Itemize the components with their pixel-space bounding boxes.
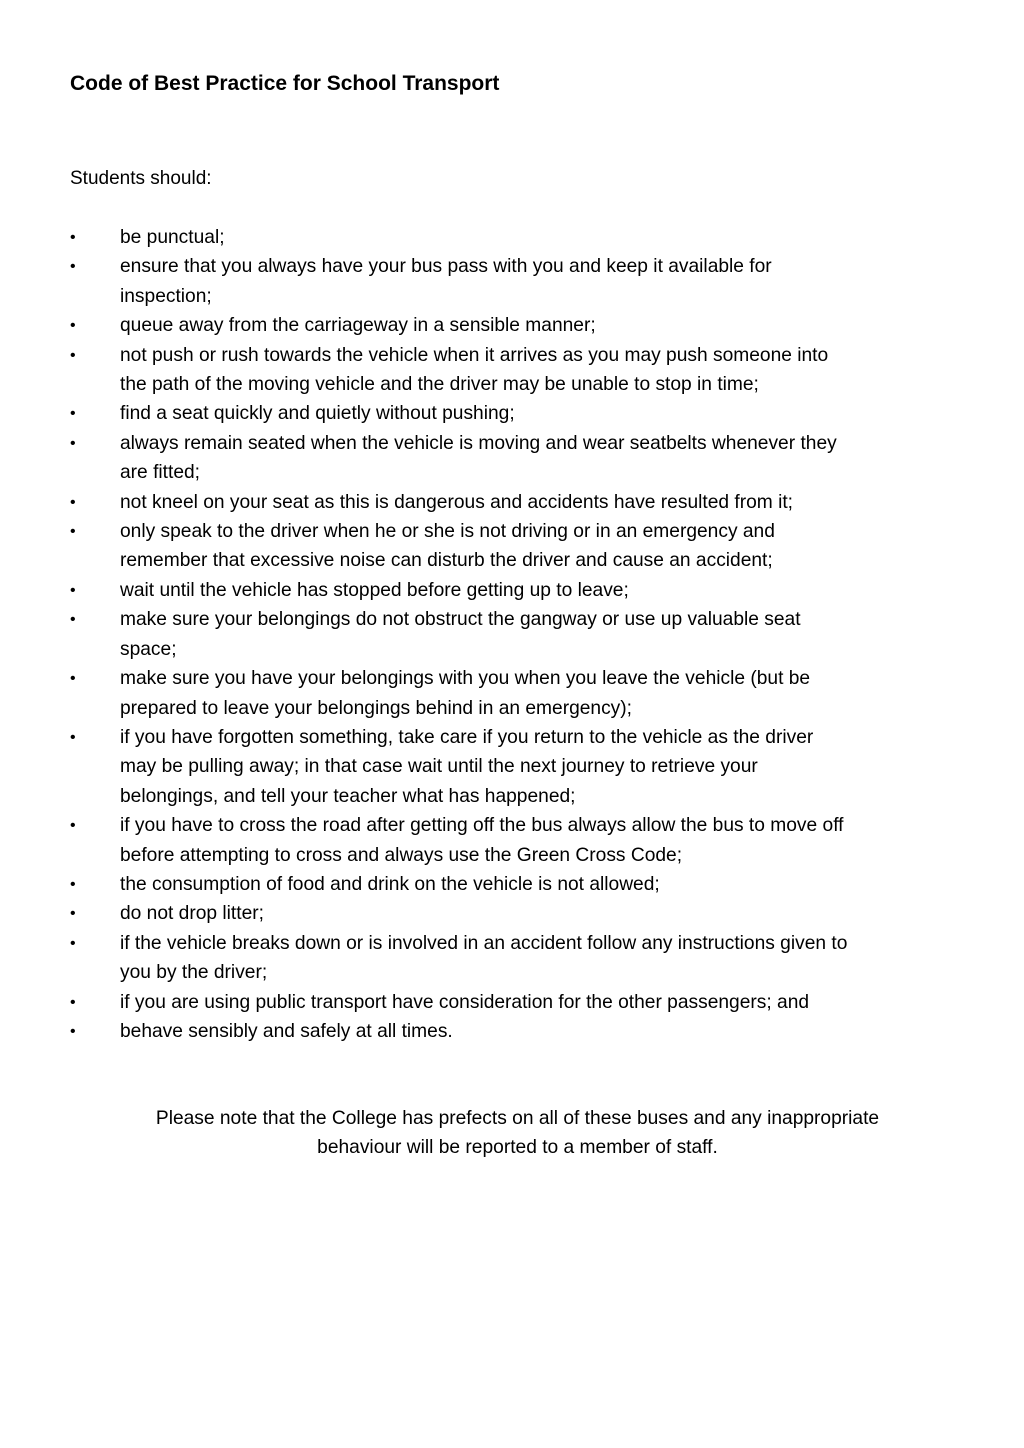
rule-text-line: before attempting to cross and always use the Green Cross Code; [120, 844, 683, 866]
bullet-icon: • [70, 611, 76, 629]
rule-text-line: belongings, and tell your teacher what has happened; [120, 785, 576, 807]
rule-list-item [70, 664, 965, 723]
rule-list-item [70, 899, 965, 928]
rule-text-line: be punctual; [120, 227, 225, 248]
bullet-icon: • [70, 905, 76, 923]
rule-list-item [70, 870, 965, 899]
rule-list-item [70, 929, 965, 988]
rule-list-item [70, 311, 965, 340]
rule-text-line: not kneel on your seat as this is dangerous and accidents have resulted from it; [120, 491, 794, 513]
rule-list-item [70, 517, 965, 576]
closing-note [70, 1104, 965, 1163]
rule-text-line: if the vehicle breaks down or is involved in an accident follow any instructions given to [120, 932, 848, 954]
bullet-icon: • [70, 405, 76, 423]
rule-list-item [70, 488, 965, 517]
rule-list-item [70, 605, 965, 664]
rule-text-line: not push or rush towards the vehicle when it arrives as you may push someone into [120, 344, 829, 366]
rule-text-line: behave sensibly and safely at all times. [120, 1020, 453, 1042]
rule-text-line: may be pulling away; in that case wait until the next journey to retrieve your [120, 756, 758, 778]
rule-text-line: if you have to cross the road after getting off the bus always allow the bus to move off [120, 815, 844, 837]
rule-text-line: inspection; [120, 285, 212, 307]
rule-list-item [70, 223, 965, 252]
bullet-icon: • [70, 493, 76, 511]
rule-text-line: do not drop litter; [120, 903, 264, 925]
rule-text-line: prepared to leave your belongings behind in an emergency); [120, 697, 633, 719]
bullet-icon: • [70, 258, 76, 276]
rules-list [70, 223, 965, 1046]
rule-text-line: ensure that you always have your bus pass with you and keep it available for [120, 256, 772, 278]
rule-text-line: if you are using public transport have consideration for the other passengers; and [120, 991, 810, 1013]
bullet-icon: • [70, 817, 76, 835]
closing-note-line: behaviour will be reported to a member of staff. [317, 1137, 718, 1159]
bullet-icon: • [70, 434, 76, 452]
bullet-icon: • [70, 728, 76, 746]
rule-list-item [70, 723, 965, 811]
bullet-icon: • [70, 993, 76, 1011]
rule-list-item [70, 811, 965, 870]
bullet-icon: • [70, 523, 76, 541]
rule-text-line: if you have forgotten something, take care if you return to the vehicle as the driver [120, 726, 814, 748]
rule-list-item [70, 1017, 965, 1046]
rule-text-line: wait until the vehicle has stopped before getting up to leave; [120, 579, 629, 601]
rule-text-line: remember that excessive noise can disturb the driver and cause an accident; [120, 550, 773, 572]
rule-list-item [70, 429, 965, 488]
rule-list-item [70, 988, 965, 1017]
rule-text-line: only speak to the driver when he or she is not driving or in an emergency and [120, 521, 775, 543]
rule-text-line: queue away from the carriageway in a sensible manner; [120, 315, 596, 337]
intro-text: Students should: [70, 168, 212, 189]
bullet-icon: • [70, 875, 76, 893]
rule-list-item [70, 341, 965, 400]
rule-text-line: the consumption of food and drink on the vehicle is not allowed; [120, 873, 660, 895]
rule-list-item [70, 399, 965, 428]
bullet-icon: • [70, 581, 76, 599]
rule-text-line: find a seat quickly and quietly without pushing; [120, 403, 515, 425]
rule-text-line: make sure your belongings do not obstruct the gangway or use up valuable seat [120, 609, 801, 631]
bullet-icon: • [70, 1022, 76, 1040]
rule-text-line: you by the driver; [120, 962, 268, 984]
closing-note-line: Please note that the College has prefects on all of these buses and any inappropriate [155, 1108, 880, 1129]
rule-list-item [70, 252, 965, 311]
rule-text-line: the path of the moving vehicle and the driver may be unable to stop in time; [120, 374, 759, 396]
bullet-icon: • [70, 934, 76, 952]
bullet-icon: • [70, 670, 76, 688]
bullet-icon: • [70, 317, 76, 335]
rule-list-item [70, 576, 965, 605]
bullet-icon: • [70, 346, 76, 364]
document-title: Code of Best Practice for School Transport [70, 72, 500, 95]
rule-text-line: are fitted; [120, 462, 200, 484]
rule-text-line: make sure you have your belongings with you when you leave the vehicle (but be [120, 668, 811, 690]
rule-text-line: space; [120, 638, 177, 660]
rule-text-line: always remain seated when the vehicle is moving and wear seatbelts whenever they [120, 432, 837, 454]
bullet-icon: • [70, 229, 76, 246]
